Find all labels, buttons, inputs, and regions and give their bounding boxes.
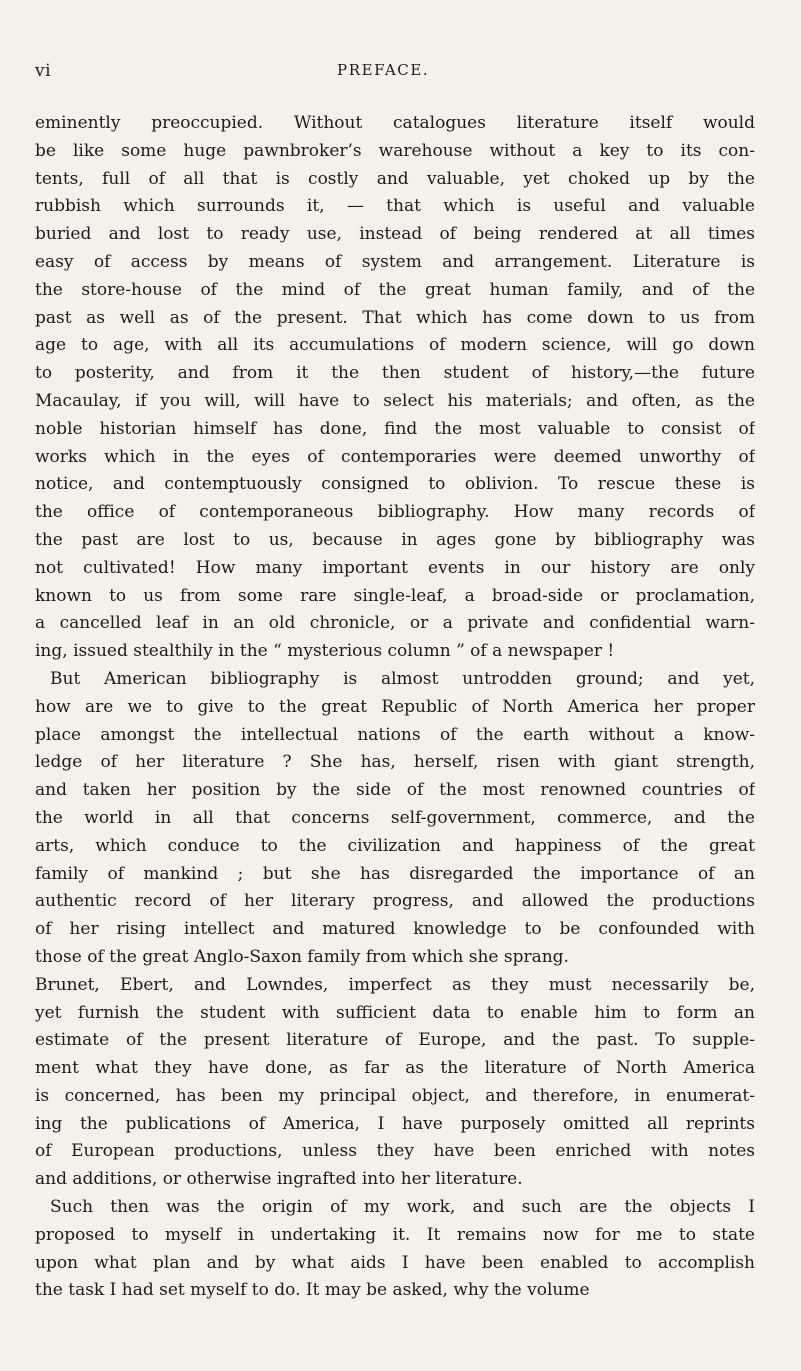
text-line: how are we to give to the great Republic of North America her proper xyxy=(35,696,755,717)
page-header xyxy=(35,61,755,85)
text-line: and additions, or otherwise ingrafted into her literature. xyxy=(35,1169,523,1190)
text-line: known to us from some rare single-leaf, a broad-side or proclamation, xyxy=(35,585,755,606)
text-line: the office of contemporaneous bibliography. How many records of xyxy=(35,502,755,523)
text-line: not cultivated! How many important events in our history are only xyxy=(35,557,755,578)
text-line: to posterity, and from it the then student of history,—the future xyxy=(35,363,755,384)
text-line: and taken her position by the side of the most renowned countries of xyxy=(35,780,755,801)
text-line: be like some huge pawnbroker’s warehouse without a key to its con- xyxy=(35,140,755,161)
text-line: ing the publications of America, I have purposely omitted all reprints xyxy=(35,1113,755,1134)
text-line: those of the great Anglo-Saxon family from which she sprang. xyxy=(35,946,569,967)
text-line: the task I had set myself to do. It may be asked, why the volume xyxy=(35,1280,590,1301)
text-line: the past are lost to us, because in ages gone by bibliography was xyxy=(35,529,755,550)
text-line: ledge of her literature ? She has, herself, risen with giant strength, xyxy=(35,752,755,773)
text-line: place amongst the intellectual nations of the earth without a know- xyxy=(35,724,755,745)
text-line: ing, issued stealthily in the “ mysterious column ” of a newspaper ! xyxy=(35,641,615,662)
text-line: past as well as of the present. That which has come down to us from xyxy=(35,307,755,328)
text-line: family of mankind ; but she has disregarded the importance of an xyxy=(35,863,755,884)
text-line: Macaulay, if you will, will have to select his materials; and often, as the xyxy=(35,390,755,411)
text-line: authentic record of her literary progress, and allowed the productions xyxy=(35,891,755,912)
text-line: tents, full of all that is costly and valuable, yet choked up by the xyxy=(35,168,755,189)
paragraph xyxy=(35,1194,755,1305)
text-line: a cancelled leaf in an old chronicle, or a private and confidential warn- xyxy=(35,613,755,634)
text-line: age to age, with all its accumulations of modern science, will go down xyxy=(35,335,755,356)
text-line: buried and lost to ready use, instead of being rendered at all times xyxy=(35,224,755,245)
running-title: PREFACE. xyxy=(337,61,430,79)
text-line: eminently preoccupied. Without catalogues literature itself would xyxy=(35,113,755,133)
text-line: proposed to myself in undertaking it. It remains now for me to state xyxy=(35,1224,755,1245)
text-line: of European productions, unless they have been enriched with notes xyxy=(35,1141,755,1162)
text-line: the world in all that concerns self-government, commerce, and the xyxy=(35,807,755,828)
text-line: works which in the eyes of contemporaries were deemed unworthy of xyxy=(35,446,755,467)
page-number: vi xyxy=(35,61,52,81)
text-line: yet furnish the student with sufficient data to enable him to form an xyxy=(35,1002,755,1023)
text-line: of her rising intellect and matured knowledge to be confounded with xyxy=(35,919,755,940)
text-line: But American bibliography is almost untrodden ground; and yet, xyxy=(50,668,755,689)
text-line: rubbish which surrounds it, — that which is useful and valuable xyxy=(35,196,755,217)
paragraph xyxy=(35,972,755,1194)
text-line: Brunet, Ebert, and Lowndes, imperfect as they must necessarily be, xyxy=(35,974,755,995)
text-line: notice, and contemptuously consigned to oblivion. To rescue these is xyxy=(35,474,755,495)
text-line: ment what they have done, as far as the literature of North America xyxy=(35,1058,755,1079)
text-line: arts, which conduce to the civilization and happiness of the great xyxy=(35,835,755,856)
text-line: estimate of the present literature of Europe, and the past. To supple- xyxy=(35,1030,755,1051)
paragraph xyxy=(35,666,755,972)
text-line: upon what plan and by what aids I have been enabled to accomplish xyxy=(35,1252,755,1273)
body-text xyxy=(35,110,755,1305)
text-line: easy of access by means of system and arrangement. Literature is xyxy=(35,251,755,272)
paragraph xyxy=(35,110,755,666)
text-line: the store-house of the mind of the great human family, and of the xyxy=(35,279,755,300)
text-line: is concerned, has been my principal object, and therefore, in enumerat- xyxy=(35,1085,755,1106)
text-line: noble historian himself has done, find the most valuable to consist of xyxy=(35,418,755,439)
text-line: Such then was the origin of my work, and such are the objects I xyxy=(50,1197,755,1218)
